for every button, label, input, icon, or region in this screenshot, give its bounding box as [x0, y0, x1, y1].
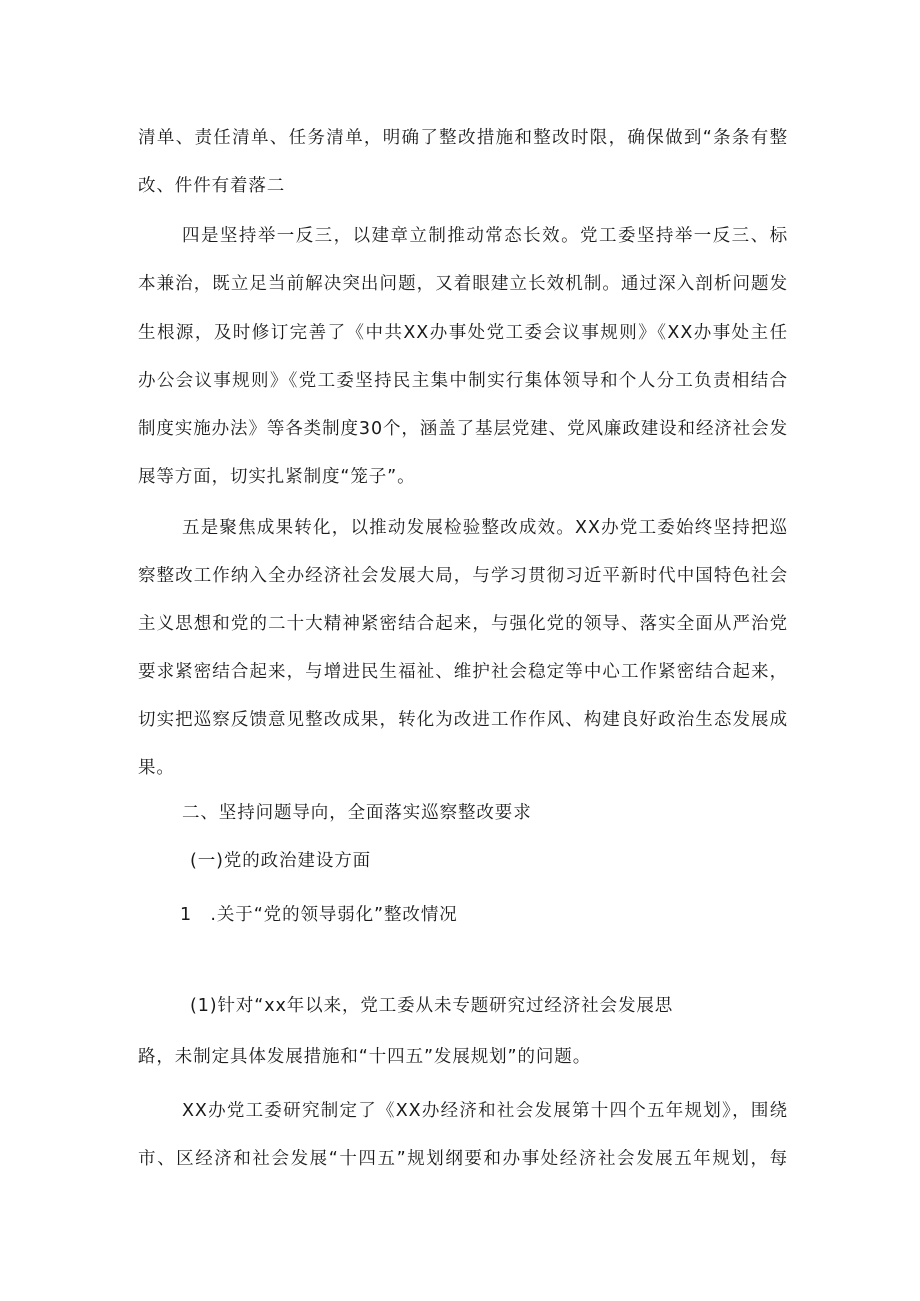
subsection-heading: (一)党的政治建设方面 [190, 851, 372, 871]
body-line: 本兼治，既立足当前解决突出问题，又着眼建立长效机制。通过深入剖析问题发 [138, 274, 788, 294]
body-line: 主义思想和党的二十大精神紧密结合起来，与强化党的领导、落实全面从严治党 [138, 614, 788, 634]
body-line: 制度实施办法》等各类制度30个，涵盖了基层党建、党风廉政建设和经济社会发 [138, 419, 788, 439]
body-line: 办公会议事规则》《党工委坚持民主集中制实行集体领导和个人分工负责相结合 [138, 371, 788, 391]
section-heading: 二、坚持问题导向，全面落实巡察整改要求 [182, 803, 532, 823]
body-line: 生根源，及时修订完善了《中共XX办事处党工委会议事规则》《XX办事处主任 [138, 323, 788, 343]
body-line: 果。 [138, 758, 175, 778]
body-line: 展等方面，切实扎紧制度“笼子”。 [138, 467, 416, 487]
body-line: 要求紧密结合起来，与增进民生福祉、维护社会稳定等中心工作紧密结合起来， [138, 662, 788, 682]
body-line: 改、件件有着落二 [138, 176, 286, 196]
body-line: 路，未制定具体发展措施和“十四五”发展规划”的问题。 [138, 1047, 592, 1067]
paragraph-start: 五是聚焦成果转化，以推动发展检验整改成效。XX办党工委始终坚持把巡 [182, 518, 788, 538]
paragraph-start: 四是坚持举一反三，以建章立制推动常态长效。党工委坚持举一反三、标 [182, 226, 788, 246]
body-line: 市、区经济和社会发展“十四五”规划纲要和办事处经济社会发展五年规划，每 [138, 1149, 788, 1169]
body-line: 察整改工作纳入全办经济社会发展大局，与学习贯彻习近平新时代中国特色社会 [138, 566, 788, 586]
paragraph-start: (1)针对“xx年以来，党工委从未专题研究过经济社会发展思 [190, 996, 674, 1016]
body-line: 清单、责任清单、任务清单，明确了整改措施和整改时限，确保做到“条条有整 [138, 128, 788, 148]
item-heading: 1 .关于“党的领导弱化”整改情况 [180, 905, 458, 925]
body-line: 切实把巡察反馈意见整改成果，转化为改进工作作风、构建良好政治生态发展成 [138, 710, 788, 730]
paragraph-start: XX办党工委研究制定了《XX办经济和社会发展第十四个五年规划》，围绕 [182, 1101, 788, 1121]
